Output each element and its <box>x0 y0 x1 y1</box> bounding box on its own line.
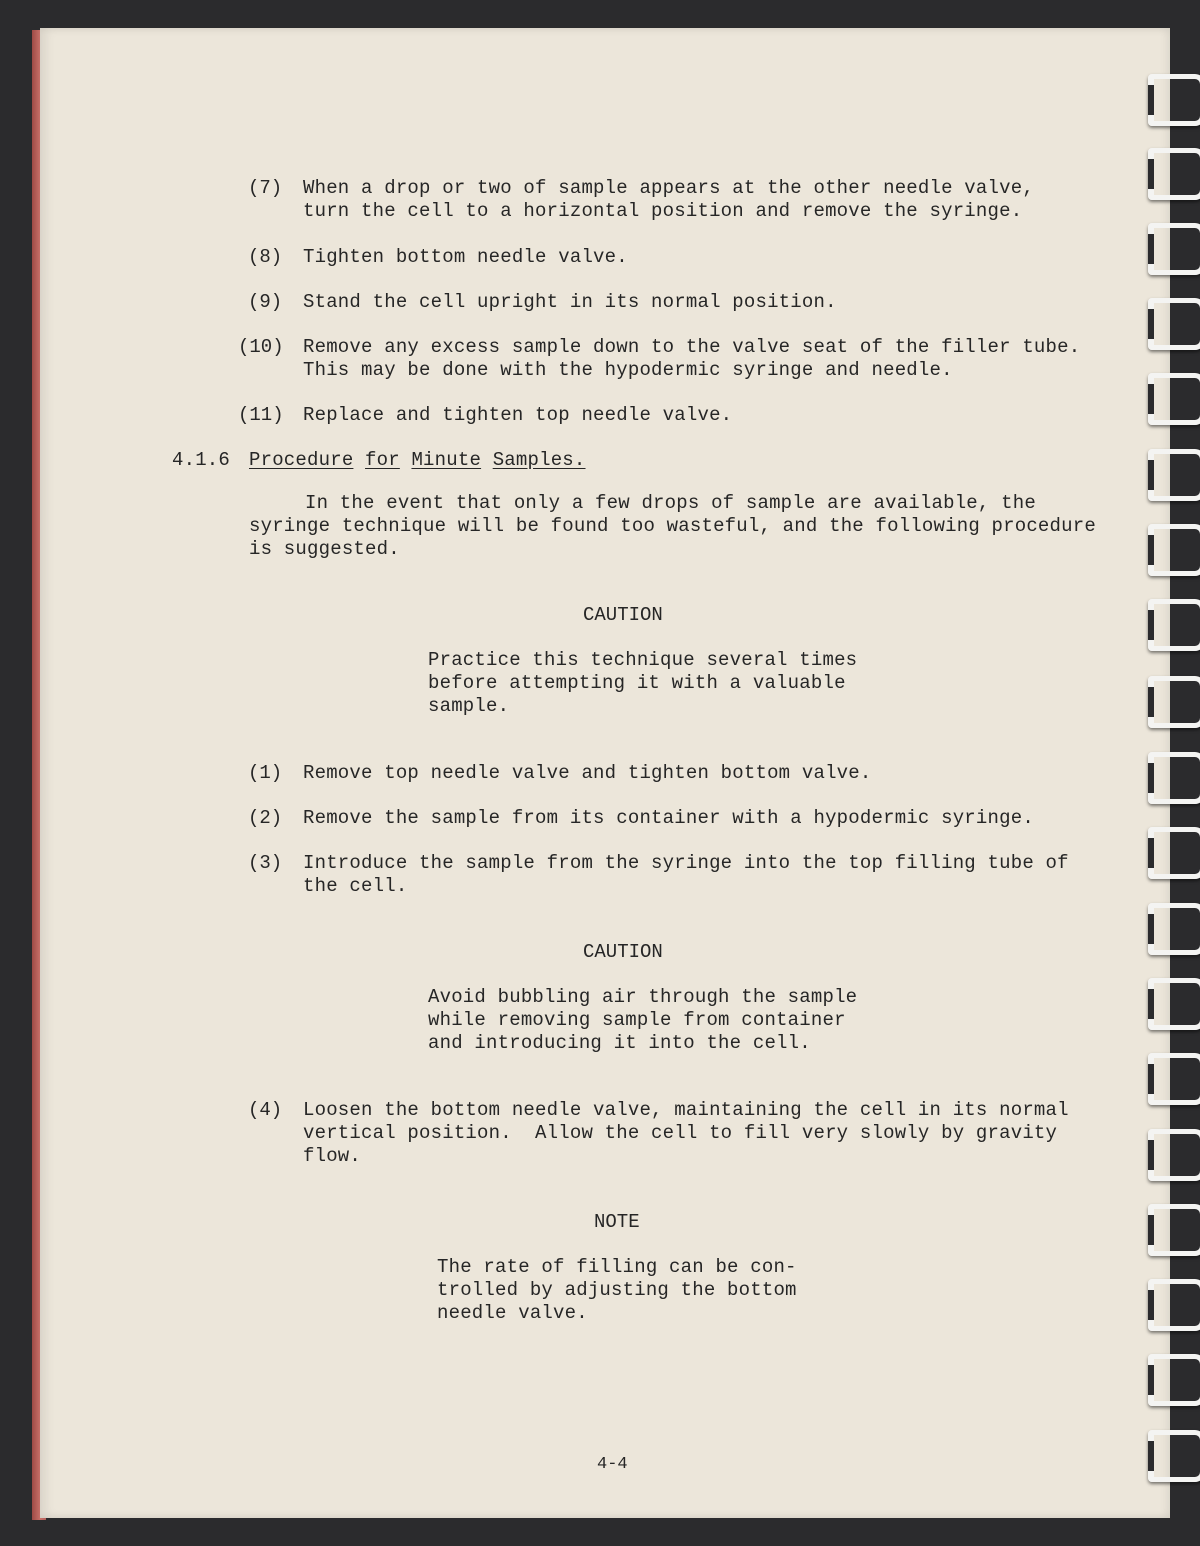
step-2-line-1: Remove the sample from its container with a hypodermic syringe. <box>303 807 1034 829</box>
step-7-line-2: turn the cell to a horizontal position and remove the syringe. <box>303 200 1023 222</box>
step-1-line-1: Remove top needle valve and tighten bottom valve. <box>303 762 872 784</box>
section-title <box>249 449 586 472</box>
note-heading: NOTE <box>594 1211 640 1233</box>
binding-ring <box>1148 1354 1200 1406</box>
section-title-word-2: for <box>365 449 400 471</box>
note-line-2: trolled by adjusting the bottom <box>437 1279 797 1301</box>
step-10-number: (10) <box>238 336 284 358</box>
binding-ring <box>1148 827 1200 879</box>
caution-2-line-2: while removing sample from container <box>428 1009 846 1031</box>
binding-ring <box>1148 1053 1200 1105</box>
step-4-number: (4) <box>248 1099 283 1121</box>
caution-1-heading: CAUTION <box>583 604 663 626</box>
section-number: 4.1.6 <box>172 449 231 471</box>
binding-ring <box>1148 752 1200 804</box>
binding-ring <box>1148 903 1200 955</box>
step-3-line-2: the cell. <box>303 875 408 897</box>
binding-ring <box>1148 1279 1200 1331</box>
binding-ring <box>1148 1204 1200 1256</box>
note-line-3: needle valve. <box>437 1302 588 1324</box>
caution-1-line-3: sample. <box>428 695 510 717</box>
step-3-line-1: Introduce the sample from the syringe into the top filling tube of <box>303 852 1069 874</box>
section-title-word-1: Procedure <box>249 449 354 471</box>
binding-ring <box>1148 524 1200 576</box>
step-8-number: (8) <box>248 246 283 268</box>
step-1-number: (1) <box>248 762 283 784</box>
section-intro-line-2: syringe technique will be found too wasteful, and the following procedure <box>249 515 1096 537</box>
step-9-line-1: Stand the cell upright in its normal position. <box>303 291 837 313</box>
step-4-line-1: Loosen the bottom needle valve, maintaining the cell in its normal <box>303 1099 1069 1121</box>
caution-1-line-1: Practice this technique several times <box>428 649 858 671</box>
step-11-line-1: Replace and tighten top needle valve. <box>303 404 733 426</box>
binding-ring <box>1148 373 1200 425</box>
step-11-number: (11) <box>238 404 284 426</box>
binding-ring <box>1148 148 1200 200</box>
binding-ring <box>1148 298 1200 350</box>
binding-ring <box>1148 223 1200 275</box>
binding-ring <box>1148 978 1200 1030</box>
binding-ring <box>1148 599 1200 651</box>
section-intro-line-1: In the event that only a few drops of sample are available, the <box>305 492 1036 514</box>
step-9-number: (9) <box>248 291 283 313</box>
caution-2-heading: CAUTION <box>583 941 663 963</box>
caution-2-line-1: Avoid bubbling air through the sample <box>428 986 858 1008</box>
step-3-number: (3) <box>248 852 283 874</box>
step-10-line-1: Remove any excess sample down to the valve seat of the filler tube. <box>303 336 1081 358</box>
binding-ring <box>1148 74 1200 126</box>
binding-ring <box>1148 449 1200 501</box>
caution-1-line-2: before attempting it with a valuable <box>428 672 846 694</box>
step-10-line-2: This may be done with the hypodermic syringe and needle. <box>303 359 953 381</box>
step-7-line-1: When a drop or two of sample appears at the other needle valve, <box>303 177 1034 199</box>
step-7-number: (7) <box>248 177 283 199</box>
step-4-line-2: vertical position. Allow the cell to fill very slowly by gravity <box>303 1122 1058 1144</box>
section-title-word-4: Samples. <box>492 449 586 471</box>
caution-2-line-3: and introducing it into the cell. <box>428 1032 811 1054</box>
step-4-line-3: flow. <box>303 1145 362 1167</box>
step-2-number: (2) <box>248 807 283 829</box>
step-8-line-1: Tighten bottom needle valve. <box>303 246 628 268</box>
binding-ring <box>1148 1430 1200 1482</box>
binding-ring <box>1148 1129 1200 1181</box>
spiral-binding <box>1148 0 1200 1546</box>
note-line-1: The rate of filling can be con- <box>437 1256 797 1278</box>
section-title-word-3: Minute <box>411 449 482 471</box>
binding-ring <box>1148 676 1200 728</box>
page-number: 4-4 <box>597 1455 628 1474</box>
section-intro-line-3: is suggested. <box>249 538 400 560</box>
